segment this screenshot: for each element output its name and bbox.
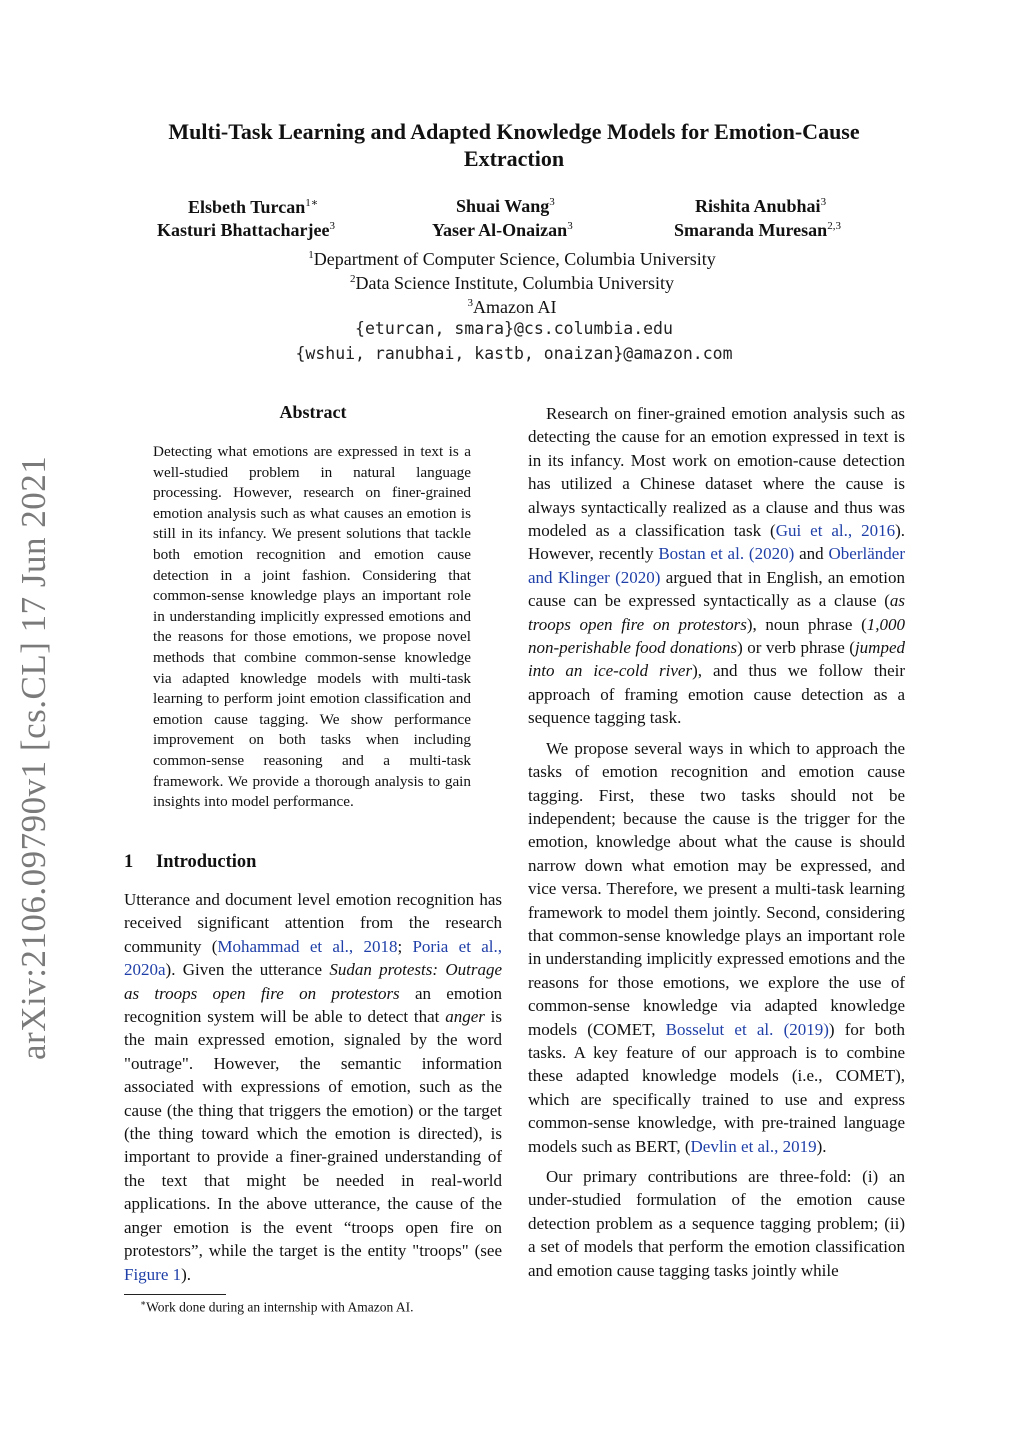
- author: Elsbeth Turcan$^{1∗}$: [188, 197, 319, 217]
- citation-link[interactable]: Oberländer and Klinger (2020): [528, 544, 905, 587]
- paper-title: [100, 118, 928, 172]
- intro-right-column: [528, 402, 905, 1282]
- author: Shuai Wang$^3$: [456, 196, 555, 216]
- affiliation: $^3$Amazon AI: [467, 297, 557, 317]
- citation-link[interactable]: Devlin et al., 2019: [690, 1136, 817, 1156]
- citation-link[interactable]: Mohammad et al., 2018: [217, 936, 398, 956]
- abstract-heading: Abstract: [279, 402, 347, 422]
- email-line: {wshui, ranubhai, kastb, onaizan}@amazon.com: [295, 344, 733, 363]
- arxiv-side-label: arXiv:2106.09790v1 [cs.CL] 17 Jun 2021: [14, 455, 53, 1060]
- citation-link[interactable]: Bostan et al. (2020): [658, 544, 795, 564]
- footnote: ∗Work done during an internship with Amazon AI.: [140, 1298, 414, 1315]
- affiliation: $^2$Data Science Institute, Columbia University: [350, 273, 674, 293]
- footnote-rule: [124, 1294, 226, 1295]
- email-line: {eturcan, smara}@cs.columbia.edu: [355, 319, 673, 338]
- citation-link[interactable]: Poria et al., 2020a: [124, 936, 502, 980]
- author: Rishita Anubhai$^3$: [695, 196, 827, 216]
- paragraph: Research on finer-grained emotion analysis such as detecting the cause for an emotion expressed in text is in its infancy. Most work on emotion-cause detection has utilized a Chinese dataset where the cause is always syntactically realized as a clause and thus was modeled as a classification task (Gui et al., 2016). However, recently Bostan et al. (2020) and Oberländer and Klinger (2020) argued that in English, an emotion cause can be expressed syntactically as a clause (as troops open fire on protestors), noun phrase (1,000 non-perishable food donations) or verb phrase (jumped into an ice-cold river), and thus we follow their approach of framing emotion cause detection as a sequence tagging task.: [528, 404, 905, 728]
- author: Yaser Al-Onaizan$^3$: [432, 220, 573, 240]
- author: Kasturi Bhattacharjee$^3$: [157, 220, 335, 240]
- title-line-1: Multi-Task Learning and Adapted Knowledge Models for Emotion-Cause: [168, 119, 860, 144]
- citation-link[interactable]: Gui et al., 2016: [775, 521, 896, 541]
- author: Smaranda Muresan$^{2,3}$: [674, 220, 841, 240]
- abstract-body: Detecting what emotions are expressed in text is a well-studied problem in natural language processing. However, research on finer-grained emotion analysis such as what causes an emotion is still in its infancy. We present solutions that tackle both emotion recognition and emotion cause detection in a joint fashion. Considering that common-sense knowledge plays an important role in understanding implicitly expressed emotions and the reasons for those emotions, we propose novel methods that combine common-sense knowledge via adapted knowledge models with multi-task learning to perform joint emotion classification and emotion cause tagging. We show performance improvement on both tasks when including common-sense reasoning and a multi-task framework. We provide a thorough analysis to gain insights into model performance.: [153, 443, 471, 811]
- title-line-2: Extraction: [463, 146, 565, 171]
- citation-link[interactable]: Bosselut et al. (2019): [665, 1019, 829, 1039]
- intro-left-column: [124, 888, 502, 1286]
- section-heading: 1 Introduction: [124, 852, 257, 872]
- figure-link[interactable]: Figure 1: [124, 1264, 182, 1284]
- paragraph: Our primary contributions are three-fold: (i) an under-studied formulation of the emotion cause detection problem as a sequence tagging problem; (ii) a set of models that perform the emotion classification and emotion cause tagging tasks jointly while: [528, 1167, 905, 1280]
- paragraph: We propose several ways in which to approach the tasks of emotion recognition and emotion cause tagging. First, these two tasks should not be independent; because the cause is the trigger for the emotion, knowledge about what the cause is should narrow down what emotion may be expressed, and vice versa. Therefore, we present a multi-task learning framework to model them jointly. Second, considering that common-sense knowledge plays an important role in understanding implicitly expressed emotions and the reasons for those emotions, we explore the use of common-sense knowledge via adapted knowledge models (COMET, Bosselut et al. (2019)) for both tasks. A key feature of our approach is to combine these adapted knowledge models (i.e., COMET), which are specifically trained to use and express common-sense knowledge, with pre-trained language models such as BERT, (Devlin et al., 2019).: [528, 738, 905, 1156]
- author-list: [110, 196, 910, 248]
- affiliation: $^1$Department of Computer Science, Columbia University: [308, 249, 716, 269]
- intro-paragraph: Utterance and document level emotion recognition has received significant attention from the research community (Mohammad et al., 2018; Poria et al., 2020a). Given the utterance Sudan protests: Outrage as troops open fire on protestors an emotion recognition system will be able to detect that anger is the main expressed emotion, signaled by the word "outrage". However, the semantic information associated with expressions of emotion, such as the cause (the thing that triggers the emotion) or the target (the thing toward which the emotion is directed), is important to provide a finer-grained understanding of the text that might be needed in real-world applications. In the above utterance, the cause of the anger emotion is the event “troops open fire on protestors”, while the target is the entity "troops" (see Figure 1).: [124, 890, 503, 1284]
